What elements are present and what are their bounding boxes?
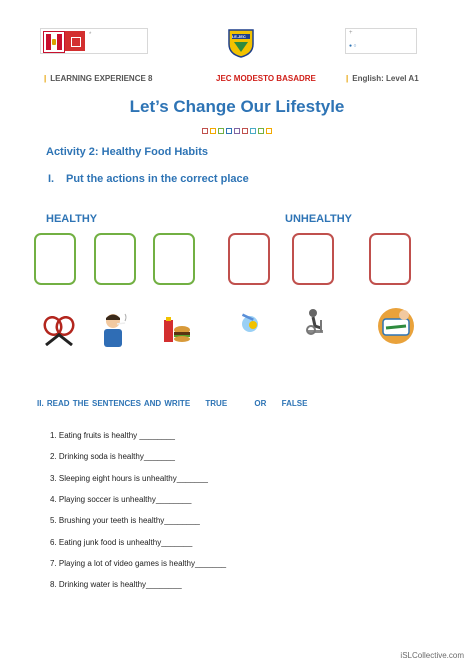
statement-item[interactable]: 4. Playing soccer is unhealthy________: [50, 495, 192, 504]
part2-heading: [37, 399, 307, 408]
false-word: FALSE: [281, 399, 308, 408]
left-logo-block: [40, 28, 148, 54]
statement-item[interactable]: 1. Eating fruits is healthy ________: [50, 431, 175, 440]
tennis-rackets-icon[interactable]: [42, 316, 76, 351]
exercise-bike-icon[interactable]: [303, 308, 327, 343]
statement-item[interactable]: 6. Eating junk food is unhealthy_______: [50, 538, 193, 547]
school-name: JEC MODESTO BASADRE: [216, 74, 316, 83]
watermark: iSLCollective.com: [400, 651, 464, 660]
unhealthy-answer-box[interactable]: [292, 233, 334, 285]
ministry-logo-mark: [71, 37, 81, 47]
part1-text: Put the actions in the correct place: [66, 173, 249, 185]
man-smoking-icon[interactable]: [99, 312, 129, 355]
junk-food-icon[interactable]: [162, 316, 192, 351]
right-logo-text: +: [349, 30, 353, 36]
statement-item[interactable]: 5. Brushing your teeth is healthy________: [50, 516, 200, 525]
part1-number: I.: [48, 173, 55, 185]
right-logo-dots: ● ○: [349, 43, 357, 49]
peru-flag-icon: [43, 31, 65, 53]
school-crest-icon: [227, 28, 255, 58]
right-logo-block: [345, 28, 417, 54]
unhealthy-answer-box[interactable]: [228, 233, 270, 285]
crest-text: I.E.JEC: [232, 34, 246, 39]
statement-item[interactable]: 7. Playing a lot of video games is healthy_______: [50, 559, 227, 568]
level-label: | English: Level A1: [346, 74, 419, 83]
statement-item[interactable]: 3. Sleeping eight hours is unhealthy_______: [50, 474, 208, 483]
left-logo-text: *: [89, 32, 92, 38]
separator-bar: |: [346, 74, 349, 83]
decorative-divider: [0, 128, 474, 134]
activity-heading: Activity 2: Healthy Food Habits: [46, 146, 208, 158]
video-games-icon[interactable]: [374, 306, 418, 349]
healthy-answer-box[interactable]: [153, 233, 195, 285]
part2-heading-text: II. READ THE SENTENCES AND WRITE: [37, 399, 191, 408]
or-word: OR: [254, 399, 267, 408]
healthy-label: HEALTHY: [46, 213, 98, 225]
page-title: Let’s Change Our Lifestyle: [129, 97, 345, 116]
separator-bar: |: [44, 74, 47, 83]
true-word: TRUE: [205, 399, 228, 408]
healthy-answer-box[interactable]: [94, 233, 136, 285]
statement-item[interactable]: 8. Drinking water is healthy________: [50, 580, 182, 589]
part1-instruction: [48, 172, 288, 204]
healthy-answer-box[interactable]: [34, 233, 76, 285]
unhealthy-answer-box[interactable]: [369, 233, 411, 285]
learning-experience-label: | LEARNING EXPERIENCE 8: [44, 74, 153, 83]
statement-item[interactable]: 2. Drinking soda is healthy_______: [50, 452, 175, 461]
brushing-teeth-icon[interactable]: [239, 312, 261, 339]
unhealthy-label: UNHEALTHY: [285, 213, 353, 225]
